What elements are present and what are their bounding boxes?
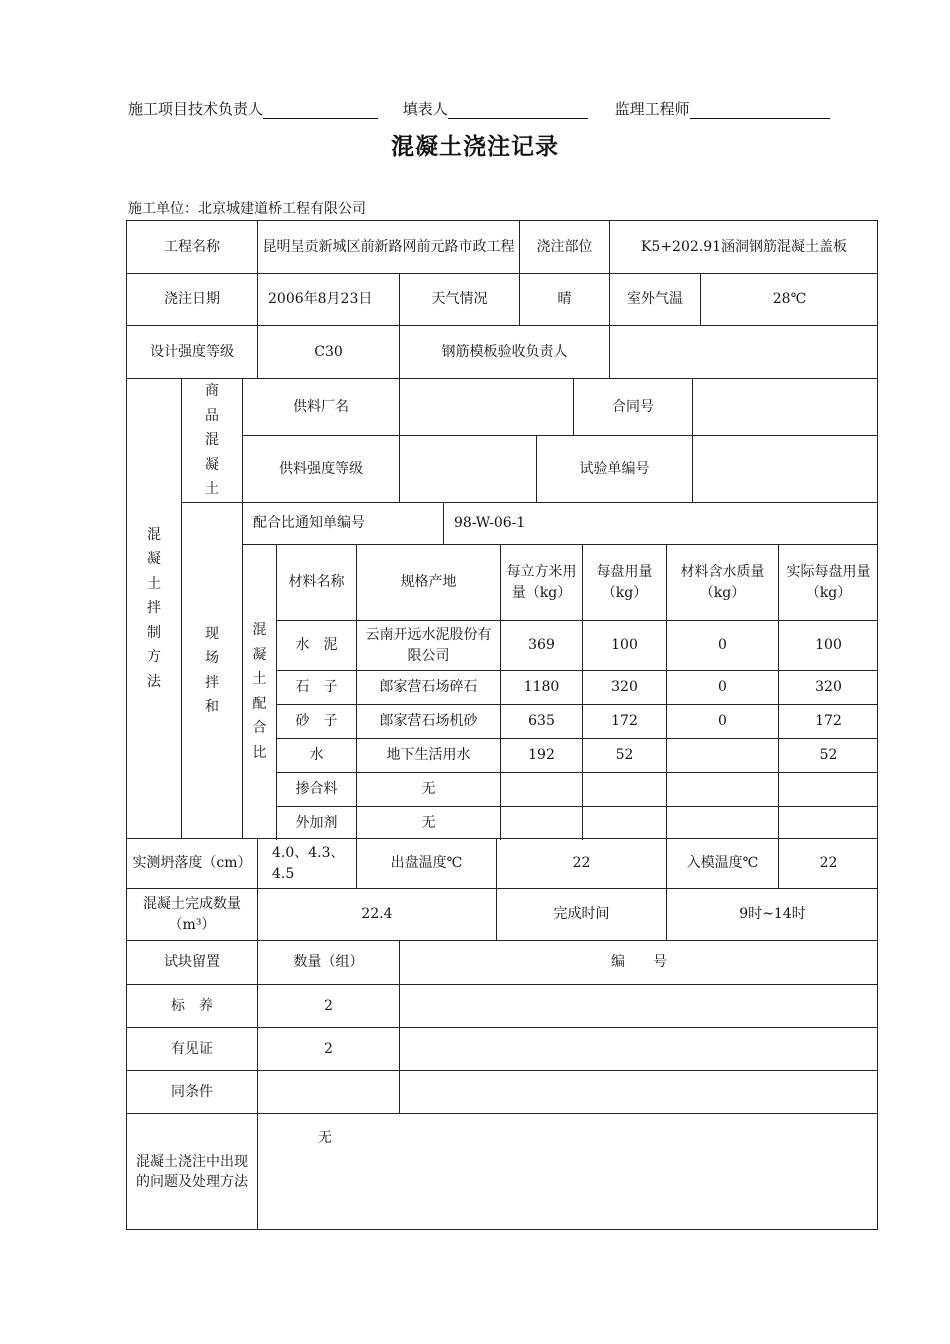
site-mixing-char: 场 — [205, 650, 219, 666]
mixing-method-char: 凝 — [147, 551, 161, 568]
specimen-no — [399, 1027, 878, 1070]
mix-cell-spec: 地下生活用水 — [356, 738, 500, 772]
pour-date-value: 2006年8月23日 — [257, 273, 399, 325]
mix-cell-spec: 无 — [356, 772, 500, 806]
outdoor-temp-value: 28℃ — [700, 273, 878, 325]
mix-cell-moisture: 0 — [666, 620, 778, 670]
outdoor-temp-label: 室外气温 — [609, 273, 700, 325]
mix-cell-material: 外加剂 — [276, 806, 356, 840]
issues-label: 混凝土浇注中出现的问题及处理方法 — [126, 1113, 257, 1230]
specimen-qty-header: 数量（组） — [257, 940, 399, 984]
filler-field: 填表人 — [403, 98, 588, 119]
commercial-concrete-char: 土 — [205, 481, 219, 498]
mix-cell-per_m3: 192 — [500, 738, 582, 772]
commercial-concrete-char: 品 — [205, 407, 219, 424]
contract-no-value[interactable] — [692, 378, 878, 435]
tech-lead-field: 施工项目技术负责人 — [128, 98, 378, 119]
mixing-method-label — [126, 378, 181, 838]
mix-notice-label: 配合比通知单编号 — [242, 502, 443, 544]
mix-cell-spec: 郎家营石场机砂 — [356, 704, 500, 738]
test-no-value[interactable] — [692, 435, 878, 502]
commercial-concrete-char: 凝 — [205, 456, 219, 473]
mix-cell-spec: 云南开远水泥股份有限公司 — [356, 620, 500, 670]
mix-cell-spec: 郎家营石场碎石 — [356, 670, 500, 704]
commercial-concrete-char: 混 — [205, 432, 219, 449]
mix-ratio-char: 混 — [252, 622, 267, 638]
mix-cell-actual: 172 — [778, 704, 878, 738]
mix-cell-moisture: 0 — [666, 704, 778, 738]
mix-cell-actual — [778, 772, 878, 806]
mix-ratio-char: 凝 — [252, 646, 267, 663]
page-title: 混凝土浇注记录 — [391, 134, 559, 160]
mixing-method-char: 拌 — [147, 600, 161, 617]
mix-cell-moisture — [666, 772, 778, 806]
mixing-method-char: 混 — [147, 526, 161, 543]
mold-temp-label: 入模温度℃ — [666, 838, 778, 888]
mix-cell-moisture — [666, 806, 778, 840]
mix-cell-spec: 无 — [356, 806, 500, 840]
specimen-label: 试块留置 — [126, 940, 257, 984]
site-mixing-char: 拌 — [205, 674, 219, 691]
mixing-method-char: 制 — [147, 624, 161, 641]
specimen-qty — [257, 1070, 399, 1113]
mix-cell-material: 掺合料 — [276, 772, 356, 806]
weather-value: 晴 — [519, 273, 609, 325]
mix-cell-material: 水 — [276, 738, 356, 772]
mix-cell-material: 水 泥 — [276, 620, 356, 670]
specimen-qty: 2 — [257, 984, 399, 1027]
mixing-method-char: 法 — [147, 673, 161, 690]
mix-cell-per_m3: 635 — [500, 704, 582, 738]
mix-ratio-char: 配 — [252, 695, 267, 712]
col-actual: 实际每盘用量（kg） — [778, 544, 878, 620]
design-grade-value: C30 — [257, 325, 399, 378]
mix-cell-actual — [778, 806, 878, 840]
completion-time-label: 完成时间 — [496, 888, 666, 940]
col-moisture: 材料含水质量（kg） — [666, 544, 778, 620]
supply-grade-value[interactable] — [399, 435, 536, 502]
filler-blank[interactable] — [448, 104, 588, 119]
mix-ratio-char: 合 — [252, 720, 267, 736]
mix-ratio-label — [242, 544, 276, 838]
supervisor-blank[interactable] — [690, 104, 830, 119]
mix-cell-per_batch: 52 — [582, 738, 666, 772]
design-grade-label: 设计强度等级 — [126, 325, 257, 378]
contract-no-label: 合同号 — [573, 378, 692, 435]
col-spec: 规格产地 — [356, 544, 500, 620]
mix-cell-per_m3 — [500, 806, 582, 840]
slump-value: 4.0、4.3、4.5 — [257, 838, 356, 888]
specimen-no — [399, 984, 878, 1027]
mix-cell-per_batch — [582, 806, 666, 840]
mix-cell-per_m3: 369 — [500, 620, 582, 670]
construction-unit: 施工单位：北京城建道桥工程有限公司 — [128, 201, 366, 217]
mix-cell-per_batch — [582, 772, 666, 806]
project-name-value: 昆明呈贡新城区前新路网前元路市政工程 — [257, 220, 519, 273]
completion-qty-value: 22.4 — [257, 888, 496, 940]
mix-cell-moisture — [666, 738, 778, 772]
specimen-type: 有见证 — [126, 1027, 257, 1070]
signature-line — [128, 98, 868, 119]
commercial-concrete-label — [181, 378, 242, 502]
mixing-method-char: 土 — [147, 575, 161, 592]
completion-qty-label: 混凝土完成数量（m³） — [126, 888, 257, 940]
commercial-concrete-char: 商 — [205, 383, 219, 400]
mix-cell-material: 砂 子 — [276, 704, 356, 738]
mix-ratio-char: 比 — [252, 744, 267, 761]
mix-notice-value: 98-W-06-1 — [443, 502, 878, 544]
completion-time-value: 9时~14时 — [666, 888, 878, 940]
mix-cell-per_m3: 1180 — [500, 670, 582, 704]
mix-cell-per_m3 — [500, 772, 582, 806]
mixing-method-char: 方 — [147, 649, 161, 666]
site-mixing-char: 和 — [205, 699, 219, 715]
specimen-type: 同条件 — [126, 1070, 257, 1113]
supplier-label: 供料厂名 — [242, 378, 399, 435]
test-no-label: 试验单编号 — [536, 435, 692, 502]
site-mixing-label — [181, 502, 242, 838]
record-table — [126, 220, 878, 1230]
rebar-inspector-value[interactable] — [609, 325, 878, 378]
mix-cell-actual: 100 — [778, 620, 878, 670]
site-mixing-char: 现 — [205, 625, 219, 642]
specimen-no-header: 编 号 — [399, 940, 878, 984]
pour-part-value: K5+202.91涵洞钢筋混凝土盖板 — [609, 220, 878, 273]
weather-label: 天气情况 — [399, 273, 519, 325]
pour-date-label: 浇注日期 — [126, 273, 257, 325]
col-per-batch: 每盘用量（kg） — [582, 544, 666, 620]
pour-part-label: 浇注部位 — [519, 220, 609, 273]
issues-value: 无 — [257, 1113, 878, 1230]
specimen-qty: 2 — [257, 1027, 399, 1070]
mix-cell-per_batch: 320 — [582, 670, 666, 704]
specimen-no — [399, 1070, 878, 1113]
supervisor-field: 监理工程师 — [615, 98, 830, 119]
supplier-value[interactable] — [399, 378, 573, 435]
mix-cell-actual: 52 — [778, 738, 878, 772]
mix-cell-actual: 320 — [778, 670, 878, 704]
out-temp-value: 22 — [496, 838, 666, 888]
out-temp-label: 出盘温度℃ — [356, 838, 496, 888]
mix-cell-moisture: 0 — [666, 670, 778, 704]
col-per-m3: 每立方米用量（kg） — [500, 544, 582, 620]
project-name-label: 工程名称 — [126, 220, 257, 273]
col-material: 材料名称 — [276, 544, 356, 620]
mix-cell-per_batch: 172 — [582, 704, 666, 738]
tech-lead-blank[interactable] — [263, 104, 378, 119]
supply-grade-label: 供料强度等级 — [242, 435, 399, 502]
mix-cell-per_batch: 100 — [582, 620, 666, 670]
mold-temp-value: 22 — [778, 838, 878, 888]
mix-cell-material: 石 子 — [276, 670, 356, 704]
slump-label: 实测坍落度（cm） — [126, 838, 257, 888]
mix-ratio-char: 土 — [252, 671, 267, 687]
rebar-inspector-label: 钢筋模板验收负责人 — [399, 325, 609, 378]
specimen-type: 标 养 — [126, 984, 257, 1027]
